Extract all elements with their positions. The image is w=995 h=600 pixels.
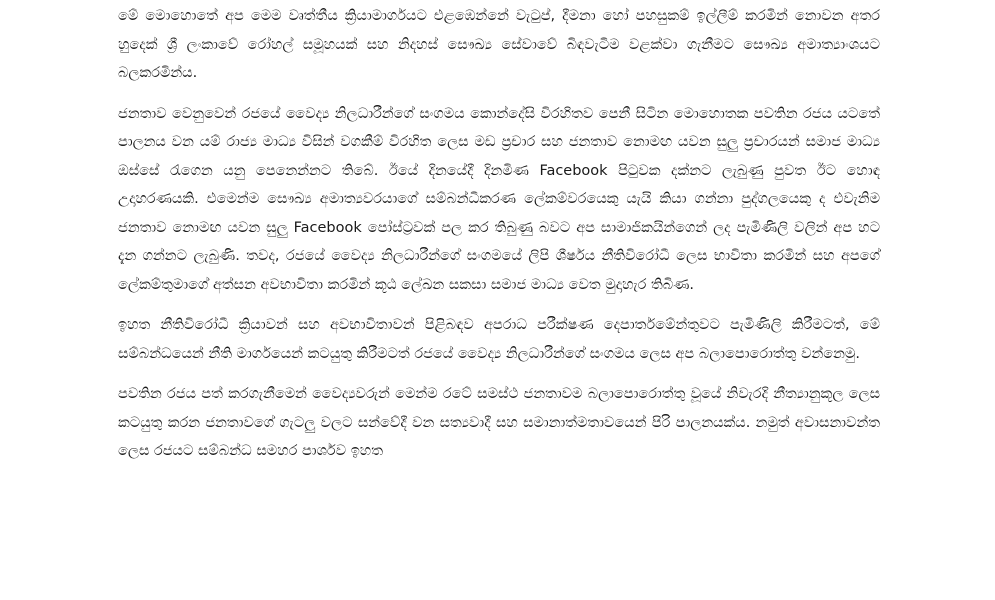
paragraph-1: මේ මොහොතේ අප මෙම වෘත්තීය ක්‍රියාමාර්ගයට එළඹෙන්නේ වැටුප්, දීමනා හෝ පහසුකම් ඉල්ලීම් කරමින් නොවන අතර හුදෙක් ශ්‍රී ලංකාවේ රෝහල් සමූහයක් සහ නිදහස් සෞඛ්‍ය සේවාවේ බිඳවැටීම වළක්වා ගැනීමට සෞඛ්‍ය අමාත්‍යාංශයට බලකරමින්ය. bbox=[118, 8, 880, 81]
document-body bbox=[118, 2, 880, 478]
paragraph-4: පවතින රජය පත් කරගැනීමෙන් වෛද්‍යවරුන් මෙන්ම රටේ සමස්ථ ජනතාවම බලාපොරොත්තු වූයේ නිවැරදි නීත්‍යානුකූල ලෙස කටයුතු කරන ජනතාවගේ ගැටලු වලට සන්වේදී වන සත්‍යවාදී සහ සමානාත්මතාවයෙන් පිරි පාලනයක්ය. නමුත් අවාසනාවන්ත ලෙස රජයට සම්බන්ධ සමහර පාර්ශව ඉහත bbox=[118, 386, 880, 459]
paragraph-3: ඉහත නීතිවිරෝධී ක්‍රියාවන් සහ අවභාවිතාවන් පිළිබඳව අපරාධ පරීක්ෂණ දෙපාර්තමේන්තුවට පැමිණිලි කිරීමටත්, මේ සම්බන්ධයෙන් නීති මාර්ගයෙන් කටයුතු කිරීමටත් රජයේ වෛද්‍ය නිලධාරීන්ගේ සංගමය ලෙස අප බලාපොරොත්තු වන්නෙමු. bbox=[118, 317, 880, 362]
paragraph-2: ජනතාව වෙනුවෙන් රජයේ වෛද්‍ය නිලධාරීන්ගේ සංගමය කොන්දේසි විරහිතව පෙනී සිටින මොහොතක පවතින රජය යටතේ පාලනය වන යම් රාජ්‍ය මාධ්‍ය විසින් වගකීම් විරහිත ලෙස මඩ ප්‍රචාර සහ ජනතාව නොමඟ යවන සුලු ප්‍රචාරයන් සමාජ මාධ්‍ය ඔස්සේ රැගෙන යනු පෙනෙන්නට තිබේ. ඊයේ දිනයේදී දිනමිණ Facebook පිටුවක දක්නට ලැබුණු පුවත ඊට හොඳ උදාහරණයකි. එමෙන්ම සෞඛ්‍ය අමාත්‍යවරයාගේ සම්බන්ධීකරණ ලේකම්වරයෙකු යැයි කියා ගන්නා පුද්ගලයෙකු ද එවැනිම ජනතාව නොමඟ යවන සුලු Facebook පෝස්ට්‍රවක් පල කර තිබුණු බවට අප සාමාජිකයින්ගෙන් ලද පැමිණිලි වලින් අප හට දැන ගන්නට ලැබුණි. තවද, රජයේ වෛද්‍ය නිලධාරීන්ගේ සංගමයේ ලිපි ශීර්ෂය නීතිවිරෝධී ලෙස භාවිතා කරමින් සහ අපගේ ලේකම්තුමාගේ අත්සන අවභාවිතා කරමින් කූඨ ලේඛන සකසා සමාජ මාධ්‍ය වෙත මුදාහැර තිබිණ. bbox=[118, 105, 880, 293]
